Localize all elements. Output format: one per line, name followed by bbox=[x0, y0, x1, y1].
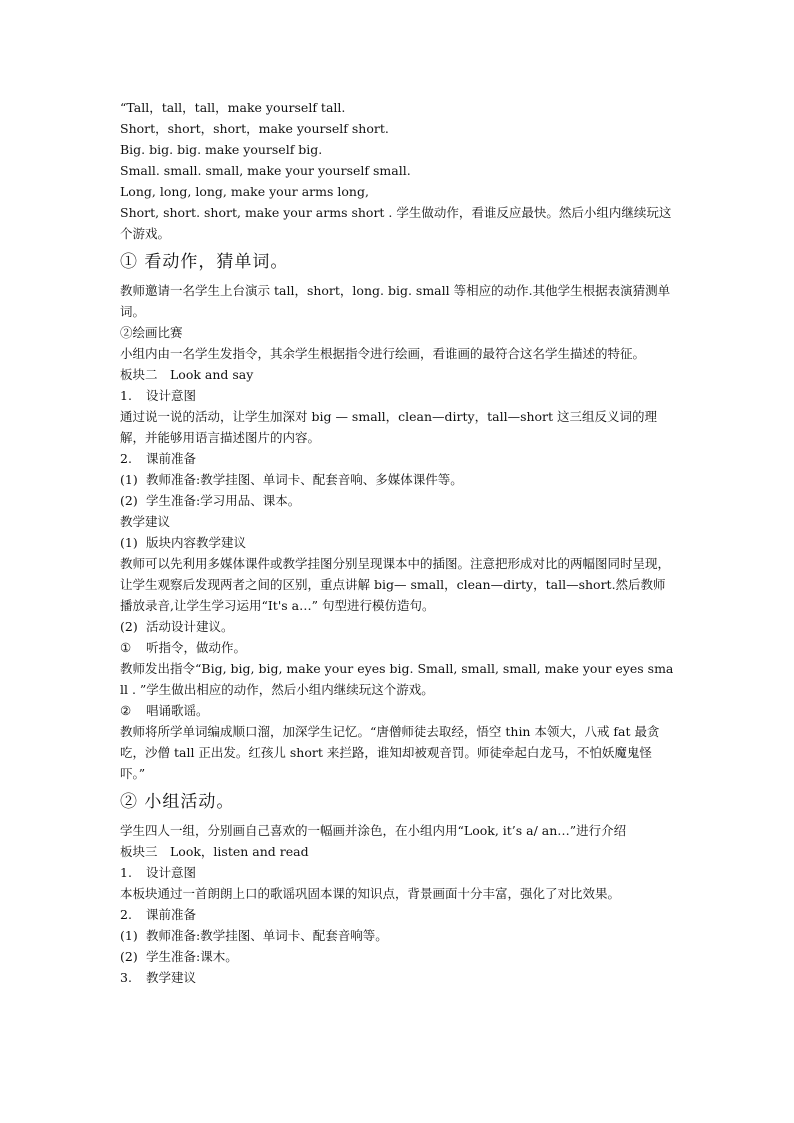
item-number: 3. bbox=[120, 970, 132, 985]
chant-line-long: Long, long, long, make your arms long, bbox=[120, 184, 369, 199]
paragraph-design-intent: 通过说一说的活动，让学生加深对 big — small，clean—dirty，tall—short 这三组反义词的理解，并能够用语言描述图片的内容。 bbox=[120, 409, 658, 445]
item-number: 2. bbox=[120, 451, 132, 466]
paragraph-listen-act: 教师发出指令“Big, big, big, make your eyes big. Small, small, small, make your eyes small . ”学生做出相应的动作，然后小组内继续玩这个游戏。 bbox=[120, 661, 674, 697]
item-text: 学生准备:课木。 bbox=[146, 949, 238, 964]
item-number: (2) bbox=[120, 619, 138, 634]
item-text: 教师准备:教学挂图、单词卡、配套音响等。 bbox=[146, 928, 388, 943]
item-preparation bbox=[120, 448, 676, 469]
item-number: (1) bbox=[120, 535, 138, 550]
item-text: 设计意图 bbox=[146, 865, 197, 880]
item-content-suggestions bbox=[120, 532, 676, 553]
paragraph-group-activity: 学生四人一组，分别画自己喜欢的一幅画并涂色，在小组内用“Look, it’s a/ an…”进行介绍 bbox=[120, 823, 627, 838]
item-design-intent bbox=[120, 385, 676, 406]
item-chant bbox=[120, 700, 676, 721]
chant-line-arms-short: Short, short. short, make your arms short . 学生做动作，看谁反应最快。然后小组内继续玩这个游戏。 bbox=[120, 205, 672, 241]
item-text: 听指令，做动作。 bbox=[146, 640, 247, 655]
item-number: ② bbox=[120, 703, 132, 718]
item-activity-suggestions bbox=[120, 616, 676, 637]
paragraph-drawing-contest: 小组内由一名学生发指令，其余学生根据指令进行绘画，看谁画的最符合这名学生描述的特征。 bbox=[120, 346, 646, 361]
item-text: 设计意图 bbox=[146, 388, 197, 403]
item-number: (2) bbox=[120, 493, 138, 508]
item-number: (1) bbox=[120, 472, 138, 487]
item-teaching-suggestions-3 bbox=[120, 967, 676, 988]
item-number: 1. bbox=[120, 865, 132, 880]
paragraph-chant: 教师将所学单词编成顺口溜，加深学生记忆。“唐僧师徒去取经，悟空 thin 本领大，八戒 fat 最贪吃，沙僧 tall 正出发。红孩儿 short 来拦路，谁知却被观音罚。师徒牵起白龙马，不怕妖魔鬼怪吓。” bbox=[120, 724, 660, 781]
section-title-block-two: 板块二 Look and say bbox=[120, 367, 254, 382]
item-text: 教师准备:教学挂图、单词卡、配套音响、多媒体课件等。 bbox=[146, 472, 463, 487]
item-design-intent-3 bbox=[120, 862, 676, 883]
item-preparation-3 bbox=[120, 904, 676, 925]
chant-line-big: Big. big. big. make yourself big. bbox=[120, 142, 323, 157]
item-student-prep-3 bbox=[120, 946, 676, 967]
section-title-block-three: 板块三 Look，listen and read bbox=[120, 844, 309, 859]
item-text: 学生准备:学习用品、课本。 bbox=[146, 493, 301, 508]
item-number: (1) bbox=[120, 928, 138, 943]
item-text: 活动设计建议。 bbox=[146, 619, 234, 634]
paragraph-design-intent-3: 本板块通过一首朗朗上口的歌谣巩固本课的知识点，背景画面十分丰富，强化了对比效果。 bbox=[120, 886, 621, 901]
item-number: (2) bbox=[120, 949, 138, 964]
item-text: 课前准备 bbox=[146, 451, 197, 466]
paragraph-guess-word: 教师邀请一名学生上台演示 tall，short，long. big. small 等相应的动作.其他学生根据表演猜测单词。 bbox=[120, 283, 671, 319]
item-number: 1. bbox=[120, 388, 132, 403]
item-text: 教学建议 bbox=[146, 970, 197, 985]
subheading-teaching-suggestions: 教学建议 bbox=[120, 514, 171, 529]
chant-line-short: Short，short，short，make yourself short. bbox=[120, 121, 389, 136]
item-number: 2. bbox=[120, 907, 132, 922]
item-teacher-prep bbox=[120, 469, 676, 490]
item-text: 版块内容教学建议 bbox=[146, 535, 247, 550]
chant-line-tall: “Tall，tall，tall，make yourself tall. bbox=[120, 100, 346, 115]
section-heading-guess-word: ① 看动作，猜单词。 bbox=[120, 252, 289, 272]
item-teacher-prep-3 bbox=[120, 925, 676, 946]
item-listen-act bbox=[120, 637, 676, 658]
item-text: 课前准备 bbox=[146, 907, 197, 922]
paragraph-content-suggestions: 教师可以先利用多媒体课件或教学挂图分别呈现课本中的插图。注意把形成对比的两幅图同时呈现，让学生观察后发现两者之间的区别，重点讲解 big— small，clean—dirty，tall—short.然后教师播放录音,让学生学习运用“It's a…” 句型进行模仿造句。 bbox=[120, 556, 671, 613]
item-text: 唱诵歌谣。 bbox=[146, 703, 209, 718]
document-body bbox=[120, 97, 676, 988]
item-number: ① bbox=[120, 640, 132, 655]
subheading-drawing-contest: ②绘画比赛 bbox=[120, 325, 183, 340]
chant-line-small: Small. small. small, make your yourself small. bbox=[120, 163, 411, 178]
section-heading-group-activity: ② 小组活动。 bbox=[120, 792, 235, 812]
item-student-prep bbox=[120, 490, 676, 511]
